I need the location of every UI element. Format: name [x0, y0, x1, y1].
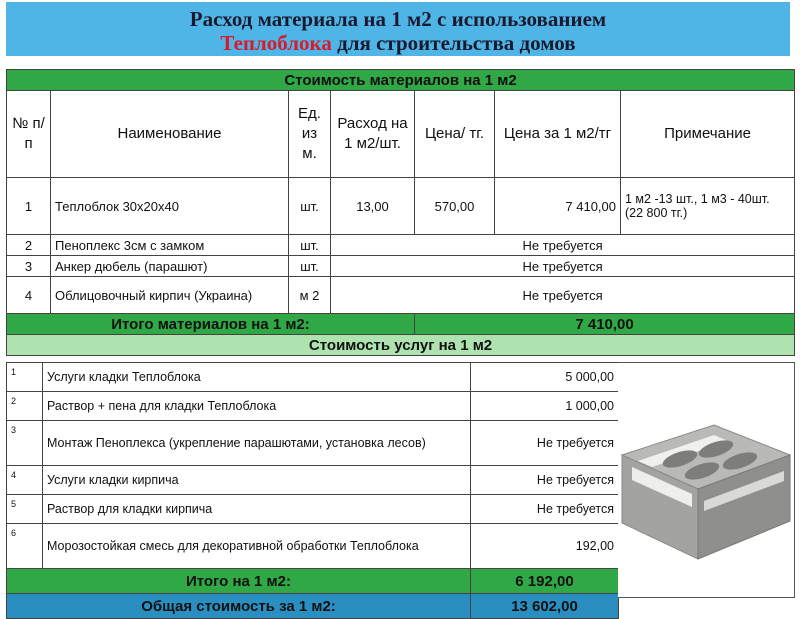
table-row [7, 363, 619, 392]
row-name: Услуги кладки Теплоблока [43, 363, 471, 392]
row-name: Услуги кладки кирпича [43, 466, 471, 495]
row-num: 3 [7, 256, 51, 277]
row-unit: шт. [289, 235, 331, 256]
table-row [7, 495, 619, 524]
row-value: Не требуется [471, 421, 619, 466]
row-num: 6 [7, 524, 43, 569]
header-note: Примечание [621, 91, 795, 178]
row-num: 1 [7, 363, 43, 392]
row-name: Анкер дюбель (парашют) [51, 256, 289, 277]
title-line-2 [6, 31, 790, 55]
table-row [7, 524, 619, 569]
table-row [7, 392, 619, 421]
table-row [7, 235, 795, 256]
materials-table [6, 69, 794, 356]
row-value: Не требуется [471, 466, 619, 495]
header-name: Наименование [51, 91, 289, 178]
row-num: 4 [7, 466, 43, 495]
header-price-m2: Цена за 1 м2/тг [495, 91, 621, 178]
row-merged-note: Не требуется [331, 235, 795, 256]
title-rest: для строительства домов [331, 31, 576, 55]
grand-total-value: 13 602,00 [471, 594, 619, 619]
row-merged-note: Не требуется [331, 277, 795, 314]
table-row [7, 256, 795, 277]
row-value: 5 000,00 [471, 363, 619, 392]
materials-total-row [7, 314, 795, 335]
row-value: 192,00 [471, 524, 619, 569]
row-value: Не требуется [471, 495, 619, 524]
materials-total-value: 7 410,00 [415, 314, 795, 335]
row-name: Облицовочный кирпич (Украина) [51, 277, 289, 314]
row-name: Пеноплекс 3см с замком [51, 235, 289, 256]
services-section-title: Стоимость услуг на 1 м2 [7, 335, 795, 356]
row-num: 2 [7, 392, 43, 421]
materials-section-title: Стоимость материалов на 1 м2 [7, 70, 795, 91]
title-line-1: Расход материала на 1 м2 с использованием [189, 7, 607, 31]
services-total-value: 6 192,00 [471, 569, 619, 594]
row-unit: м 2 [289, 277, 331, 314]
row-num: 4 [7, 277, 51, 314]
title-banner [6, 2, 790, 56]
header-num: № п/п [7, 91, 51, 178]
table-row [7, 277, 795, 314]
row-note: 1 м2 -13 шт., 1 м3 - 40шт. (22 800 тг.) [621, 178, 795, 235]
row-price-m2: 7 410,00 [495, 178, 621, 235]
header-consumption: Расход на 1 м2/шт. [331, 91, 415, 178]
row-name: Морозостойкая смесь для декоративной обработки Теплоблока [43, 524, 471, 569]
services-total-row [7, 569, 619, 594]
row-name: Теплоблок 30х20х40 [51, 178, 289, 235]
row-num: 5 [7, 495, 43, 524]
materials-total-label: Итого материалов на 1 м2: [7, 314, 415, 335]
table-row [7, 466, 619, 495]
row-value: 1 000,00 [471, 392, 619, 421]
row-merged-note: Не требуется [331, 256, 795, 277]
table-row [7, 178, 795, 235]
grand-total-label: Общая стоимость за 1 м2: [7, 594, 471, 619]
row-name: Раствор для кладки кирпича [43, 495, 471, 524]
header-unit: Ед. из м. [289, 91, 331, 178]
row-name: Раствор + пена для кладки Теплоблока [43, 392, 471, 421]
row-consumption: 13,00 [331, 178, 415, 235]
table-row [7, 421, 619, 466]
row-price: 570,00 [415, 178, 495, 235]
concrete-block-image [618, 363, 794, 597]
header-price: Цена/ тг. [415, 91, 495, 178]
row-unit: шт. [289, 256, 331, 277]
grand-total-row [7, 594, 619, 619]
row-name: Монтаж Пеноплекса (укрепление парашютами, установка лесов) [43, 421, 471, 466]
services-table [6, 362, 618, 619]
block-photo [618, 362, 795, 598]
materials-header-row [7, 91, 795, 178]
services-total-label: Итого на 1 м2: [7, 569, 471, 594]
title-highlight: Теплоблока [220, 31, 332, 55]
row-num: 3 [7, 421, 43, 466]
row-num: 2 [7, 235, 51, 256]
row-unit: шт. [289, 178, 331, 235]
row-num: 1 [7, 178, 51, 235]
